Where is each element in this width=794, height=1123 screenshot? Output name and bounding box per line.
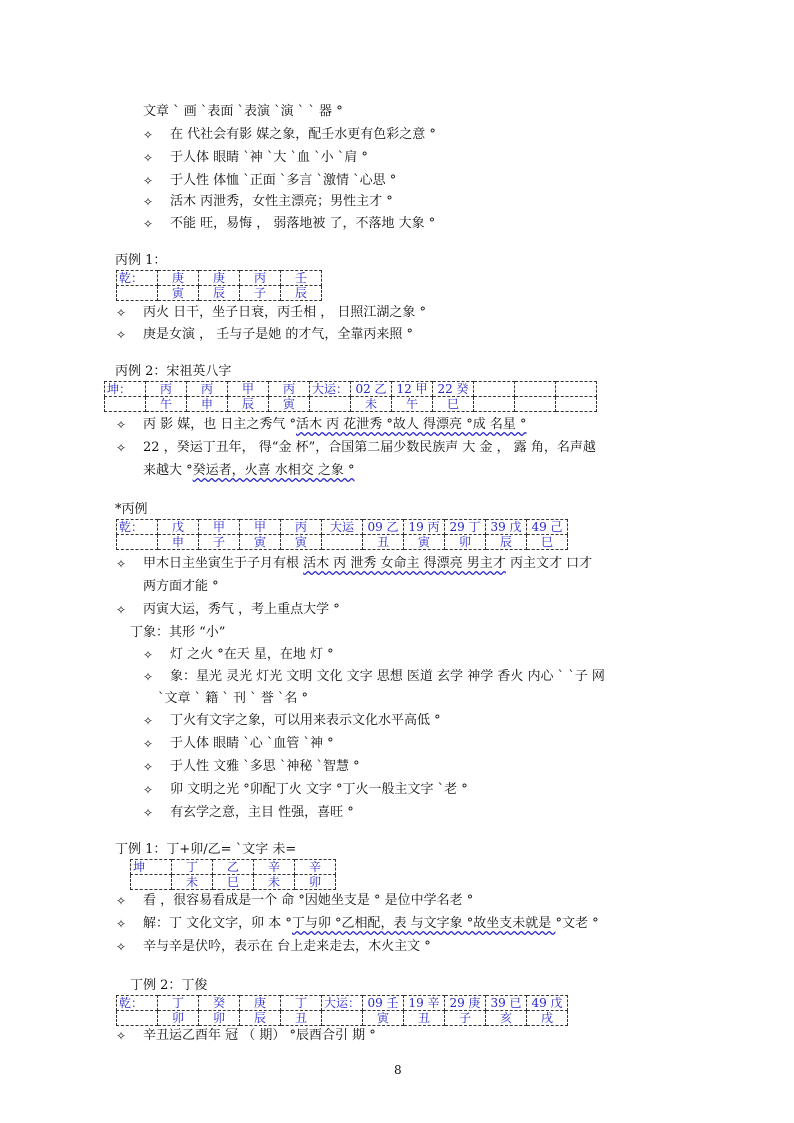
bazi-cell: 壬: [281, 271, 322, 286]
text-line: [143, 417, 526, 433]
diamond-bullet-icon: ✧: [116, 917, 127, 931]
text-line: [143, 556, 592, 572]
bazi-cell: 29 庚: [445, 996, 486, 1011]
bazi-cell: 寅: [363, 1011, 404, 1026]
bazi-cell: 申: [187, 397, 228, 412]
bazi-cell: 甲: [228, 382, 269, 397]
bazi-cell: 辛: [254, 860, 295, 875]
bazi-cell: 辰: [281, 286, 322, 301]
text-span: °文老 °: [555, 916, 599, 931]
bazi-cell: 19 辛: [404, 996, 445, 1011]
section-title: 丁例 1：丁+卯/乙= `文字 未=: [115, 842, 297, 857]
bazi-cell: 大运：: [310, 382, 351, 397]
text-span: 丙主文才 口才: [505, 556, 593, 571]
text-line: 象：星光 灵光 灯光 文明 文化 文字 思想 医道 玄学 神学 香火 内心 ` `子 网: [170, 669, 605, 684]
diamond-bullet-icon: ✧: [143, 128, 154, 142]
bazi-cell: 丁: [158, 996, 199, 1011]
bazi-cell: [556, 382, 597, 397]
bazi-cell: 甲: [199, 520, 240, 535]
bazi-cell: 大运: [322, 520, 363, 535]
diamond-bullet-icon: ✧: [143, 737, 154, 751]
bazi-cell: 丙: [281, 520, 322, 535]
wavy-underlined-text: 癸运者，火喜 水相交 之象 °: [192, 463, 355, 478]
bazi-cell: 午: [146, 397, 187, 412]
bazi-cell: [117, 286, 158, 301]
section-title: 丙例 1：: [115, 253, 167, 268]
text-line: 不能 旺，易悔 ， 弱落地被 了，不落地 大象 °: [170, 216, 436, 231]
bazi-cell: [322, 535, 363, 550]
text-line: `文章 ` 籍 ` 刊 ` 誉 `名 °: [158, 691, 309, 706]
bazi-cell: 丑: [404, 1011, 445, 1026]
diamond-bullet-icon: ✧: [143, 648, 154, 662]
text-line: 于人体 眼睛 `心 `血管 `神 °: [170, 736, 334, 751]
text-line: 辛与辛是伏吟，表示在 台上走来走去，木火主文 °: [143, 939, 431, 954]
bazi-cell: 庚: [158, 271, 199, 286]
bazi-cell: 乾：: [117, 271, 158, 286]
bazi-cell: 辰: [199, 286, 240, 301]
section-title: *丙例: [115, 502, 148, 517]
bazi-cell: [117, 1011, 158, 1026]
bazi-cell: 癸: [199, 996, 240, 1011]
section-title: 丁例 2：丁俊: [130, 978, 208, 993]
diamond-bullet-icon: ✧: [116, 940, 127, 954]
bazi-cell: 甲: [240, 520, 281, 535]
bazi-cell: [556, 397, 597, 412]
bazi-cell: [474, 397, 515, 412]
bazi-cell: 未: [254, 875, 295, 890]
bazi-cell: 寅: [404, 535, 445, 550]
text-line: 活木 丙泄秀，女性主漂亮；男性主才 °: [170, 194, 393, 209]
bazi-cell: 卯: [445, 535, 486, 550]
bazi-cell: 亥: [486, 1011, 527, 1026]
bazi-cell: 坤：: [105, 382, 146, 397]
bazi-cell: 12 甲: [392, 382, 433, 397]
bazi-cell: 丙: [269, 382, 310, 397]
wavy-underlined-text: 活木 丙 泄秀 女命主 得漂亮 男主才: [303, 556, 506, 571]
text-span: 甲木日主坐寅生于子月有根: [143, 556, 304, 571]
diamond-bullet-icon: ✧: [143, 151, 154, 165]
bazi-cell: 丑: [363, 535, 404, 550]
text-line: 两方面才能 °: [143, 579, 219, 594]
bazi-cell: 巳: [433, 397, 474, 412]
bazi-cell: 寅: [240, 535, 281, 550]
bazi-cell: 巳: [213, 875, 254, 890]
bazi-cell: 乾：: [117, 996, 158, 1011]
text-span: 丙 影 媒，也 日主之秀气 °: [143, 417, 297, 432]
bazi-cell: 庚: [240, 996, 281, 1011]
diamond-bullet-icon: ✧: [116, 441, 127, 455]
text-line: 卯 文明之光 °卯配丁火 文字 °丁火一般主文字 `老 °: [170, 782, 468, 797]
text-line: [143, 463, 355, 479]
text-line: [143, 916, 599, 932]
diamond-bullet-icon: ✧: [143, 783, 154, 797]
bazi-cell: 39 已: [486, 996, 527, 1011]
bazi-cell: 辰: [486, 535, 527, 550]
bazi-cell: 未: [351, 397, 392, 412]
bazi-cell: 乾：: [117, 520, 158, 535]
bazi-cell: 丁: [172, 860, 213, 875]
bazi-cell: 09 壬: [363, 996, 404, 1011]
bazi-cell: 丑: [281, 1011, 322, 1026]
wavy-underlined-text: 丁与卯 °乙相配，表 与文字象 °故坐支未就是: [291, 916, 556, 931]
bazi-cell: 29 丁: [445, 520, 486, 535]
diamond-bullet-icon: ✧: [116, 603, 127, 617]
text-line: 丙寅大运，秀气 ，考上重点大学 °: [143, 602, 340, 617]
bazi-cell: [310, 397, 351, 412]
bazi-cell: [515, 397, 556, 412]
bazi-cell: 午: [392, 397, 433, 412]
text-span: 解：丁 文化文字，卯 本 °: [143, 916, 292, 931]
bazi-table: [116, 995, 568, 1026]
bazi-cell: [105, 397, 146, 412]
diamond-bullet-icon: ✧: [143, 714, 154, 728]
bazi-cell: [117, 535, 158, 550]
text-line: 于人体 眼睛 `神 `大 `血 `小 `肩 °: [170, 150, 368, 165]
diamond-bullet-icon: ✧: [143, 217, 154, 231]
text-line: 于人性 体恤 `正面 `多言 `激情 `心思 °: [170, 173, 397, 188]
diamond-bullet-icon: ✧: [116, 306, 127, 320]
bazi-cell: 辛: [295, 860, 336, 875]
text-line: 丙火 日干，坐子日衰，丙壬相 ， 日照江湖之象 °: [143, 305, 427, 320]
bazi-table: [130, 859, 336, 890]
bazi-cell: 巳: [527, 535, 568, 550]
bazi-cell: 丙: [187, 382, 228, 397]
diamond-bullet-icon: ✧: [143, 806, 154, 820]
diamond-bullet-icon: ✧: [143, 174, 154, 188]
page-number: 8: [394, 1063, 402, 1077]
text-line: 看 ，很容易看成是一个 命 °因她坐支是 ° 是位中学名老 °: [143, 893, 474, 908]
bazi-cell: 辰: [228, 397, 269, 412]
bazi-cell: 辰: [240, 1011, 281, 1026]
text-line: 辛丑运乙酉年 冠 （ 期） °辰酉合引 期 °: [143, 1028, 376, 1043]
bazi-cell: 戌: [527, 1011, 568, 1026]
bazi-cell: 子: [240, 286, 281, 301]
bazi-table: [104, 381, 597, 412]
section-title: 丙例 2：宋祖英八字: [115, 364, 232, 379]
bazi-cell: 子: [199, 535, 240, 550]
diamond-bullet-icon: ✧: [116, 1029, 127, 1043]
bazi-cell: 寅: [281, 535, 322, 550]
text-line: 22 ，癸运丁丑年， 得“金 杯”，合国第二届少数民族声 大 金 ， 露 角，名声越: [143, 440, 596, 455]
bazi-cell: 02 乙: [351, 382, 392, 397]
bazi-cell: 大运：: [322, 996, 363, 1011]
bazi-cell: [515, 382, 556, 397]
diamond-bullet-icon: ✧: [143, 670, 154, 684]
section-heading: 丁象：其形 “小”: [130, 625, 226, 640]
bazi-cell: 22 癸: [433, 382, 474, 397]
bazi-cell: [322, 1011, 363, 1026]
diamond-bullet-icon: ✧: [143, 195, 154, 209]
bazi-cell: 39 戊: [486, 520, 527, 535]
bazi-cell: 庚: [199, 271, 240, 286]
bazi-cell: 19 丙: [404, 520, 445, 535]
bazi-cell: 未: [172, 875, 213, 890]
diamond-bullet-icon: ✧: [116, 894, 127, 908]
bazi-cell: 子: [445, 1011, 486, 1026]
text-span: 来越大 °: [143, 463, 193, 478]
bazi-cell: 寅: [269, 397, 310, 412]
text-line: 庚是女演 ， 壬与子是她 的才气，全靠丙来照 °: [143, 327, 414, 342]
wavy-underlined-text: 活木 丙 花泄秀 °故人 得漂亮 °成 名星 °: [296, 417, 527, 432]
bazi-cell: 09 乙: [363, 520, 404, 535]
bazi-cell: 卯: [158, 1011, 199, 1026]
bazi-cell: 寅: [158, 286, 199, 301]
text-line: 丁火有文字之象，可以用来表示文化水平高低 °: [170, 713, 441, 728]
text-line: 灯 之火 °在天 星，在地 灯 °: [170, 647, 334, 662]
text-line: 于人性 文雅 `多思 `神秘 `智慧 °: [170, 759, 360, 774]
bazi-table: [116, 270, 322, 301]
bazi-cell: 丙: [146, 382, 187, 397]
diamond-bullet-icon: ✧: [116, 328, 127, 342]
diamond-bullet-icon: ✧: [116, 418, 127, 432]
bazi-cell: 乙: [213, 860, 254, 875]
bazi-cell: 丁: [281, 996, 322, 1011]
bazi-cell: 卯: [199, 1011, 240, 1026]
bazi-cell: [131, 875, 172, 890]
bazi-cell: 申: [158, 535, 199, 550]
bazi-cell: 丙: [240, 271, 281, 286]
diamond-bullet-icon: ✧: [143, 760, 154, 774]
bazi-cell: 戊: [158, 520, 199, 535]
text-line: 有玄学之意，主目 性强，喜旺 °: [170, 805, 354, 820]
bazi-cell: 49 己: [527, 520, 568, 535]
bazi-cell: 49 戊: [527, 996, 568, 1011]
bazi-cell: 坤: [131, 860, 172, 875]
bazi-table: [116, 519, 568, 550]
bazi-cell: 卯: [295, 875, 336, 890]
diamond-bullet-icon: ✧: [116, 557, 127, 571]
bazi-cell: [474, 382, 515, 397]
text-line: 文章 ` 画 `表面 `表演 `演 ` ` 器 °: [143, 104, 343, 119]
text-line: 在 代社会有影 媒之象，配壬水更有色彩之意 °: [170, 127, 436, 142]
